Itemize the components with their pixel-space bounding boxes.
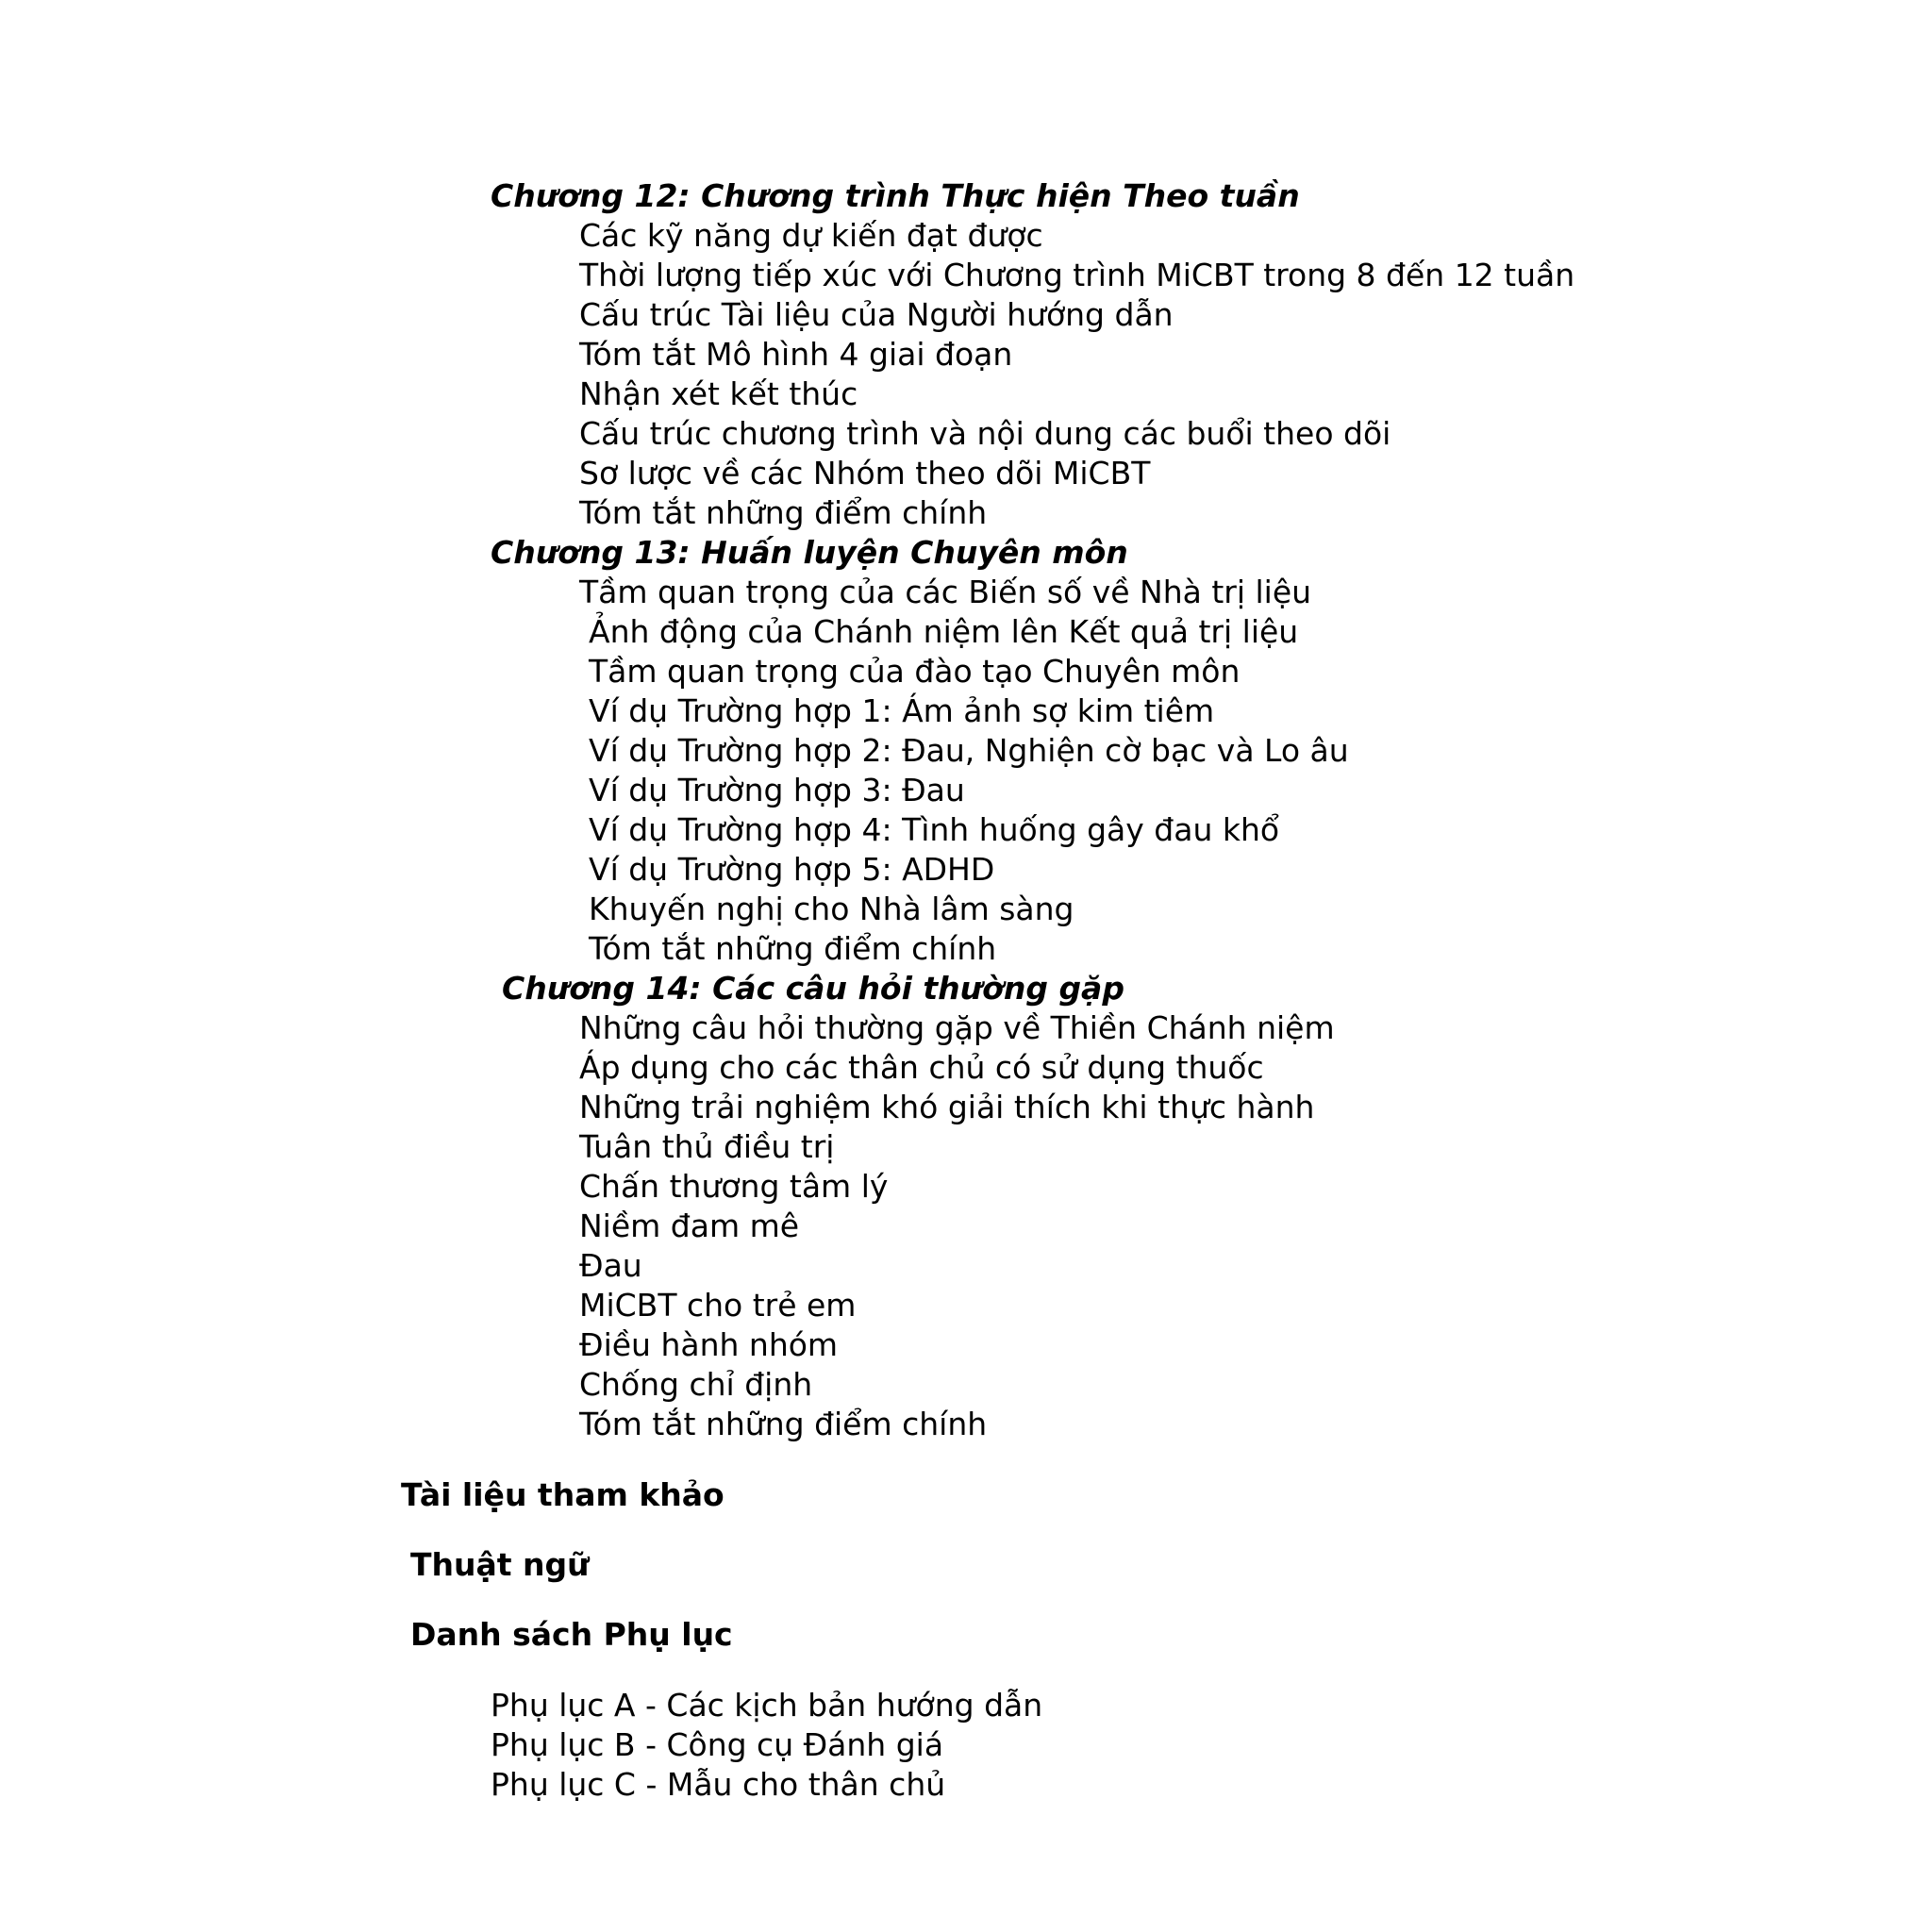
glossary-heading: Thuật ngữ: [410, 1546, 590, 1583]
chapter-12-item: Nhận xét kết thúc: [579, 375, 858, 412]
chapter-12-item: Các kỹ năng dự kiến đạt được: [579, 217, 1043, 254]
chapter-14-item: Tuân thủ điều trị: [579, 1128, 835, 1165]
chapter-13-item: Ảnh động của Chánh niệm lên Kết quả trị liệu: [589, 613, 1299, 650]
chapter-13-item: Ví dụ Trường hợp 5: ADHD: [589, 851, 995, 888]
chapter-13-item: Ví dụ Trường hợp 1: Ám ảnh sợ kim tiêm: [589, 692, 1215, 729]
chapter-12-title: Chương 12: Chương trình Thực hiện Theo tuần: [491, 177, 1300, 214]
chapter-12-item: Cấu trúc Tài liệu của Người hướng dẫn: [579, 296, 1174, 333]
chapter-14-item: Điều hành nhóm: [579, 1326, 839, 1363]
chapter-14-item: Những câu hỏi thường gặp về Thiền Chánh niệm: [579, 1009, 1335, 1046]
appendix-item: Phụ lục C - Mẫu cho thân chủ: [491, 1766, 946, 1803]
chapter-13-item: Ví dụ Trường hợp 4: Tình huống gây đau khổ: [589, 811, 1280, 848]
chapter-13-item: Tầm quan trọng của các Biến số về Nhà trị liệu: [579, 574, 1312, 610]
chapter-14-item: Chấn thương tâm lý: [579, 1168, 889, 1205]
chapter-12-item: Thời lượng tiếp xúc với Chương trình MiCBT trong 8 đến 12 tuần: [579, 257, 1575, 293]
chapter-13-item: Tầm quan trọng của đào tạo Chuyên môn: [589, 653, 1241, 690]
chapter-13-item: Tóm tắt những điểm chính: [589, 930, 997, 967]
chapter-13-item: Khuyến nghị cho Nhà lâm sàng: [589, 891, 1074, 927]
chapter-13-item: Ví dụ Trường hợp 2: Đau, Nghiện cờ bạc và Lo âu: [589, 732, 1349, 769]
chapter-14-item: MiCBT cho trẻ em: [579, 1287, 857, 1324]
chapter-12-item: Sơ lược về các Nhóm theo dõi MiCBT: [579, 455, 1151, 491]
chapter-14-item: Áp dụng cho các thân chủ có sử dụng thuốc: [579, 1049, 1264, 1086]
appendix-item: Phụ lục B - Công cụ Đánh giá: [491, 1726, 944, 1763]
references-heading: Tài liệu tham khảo: [401, 1476, 724, 1513]
chapter-14-item: Chống chỉ định: [579, 1366, 813, 1403]
chapter-14-item: Tóm tắt những điểm chính: [579, 1406, 988, 1442]
chapter-12-item: Tóm tắt Mô hình 4 giai đoạn: [579, 336, 1013, 373]
chapter-14-item: Niềm đam mê: [579, 1208, 800, 1244]
chapter-12-item: Cấu trúc chương trình và nội dung các buổi theo dõi: [579, 415, 1391, 452]
chapter-14-item: Đau: [579, 1247, 642, 1284]
chapter-13-item: Ví dụ Trường hợp 3: Đau: [589, 772, 965, 808]
appendix-list-heading: Danh sách Phụ lục: [410, 1616, 733, 1653]
chapter-14-item: Những trải nghiệm khó giải thích khi thực hành: [579, 1089, 1315, 1125]
chapter-14-title: Chương 14: Các câu hỏi thường gặp: [502, 970, 1124, 1007]
chapter-13-title: Chương 13: Huấn luyện Chuyên môn: [491, 534, 1128, 571]
appendix-item: Phụ lục A - Các kịch bản hướng dẫn: [491, 1687, 1043, 1724]
chapter-12-item: Tóm tắt những điểm chính: [579, 494, 988, 531]
